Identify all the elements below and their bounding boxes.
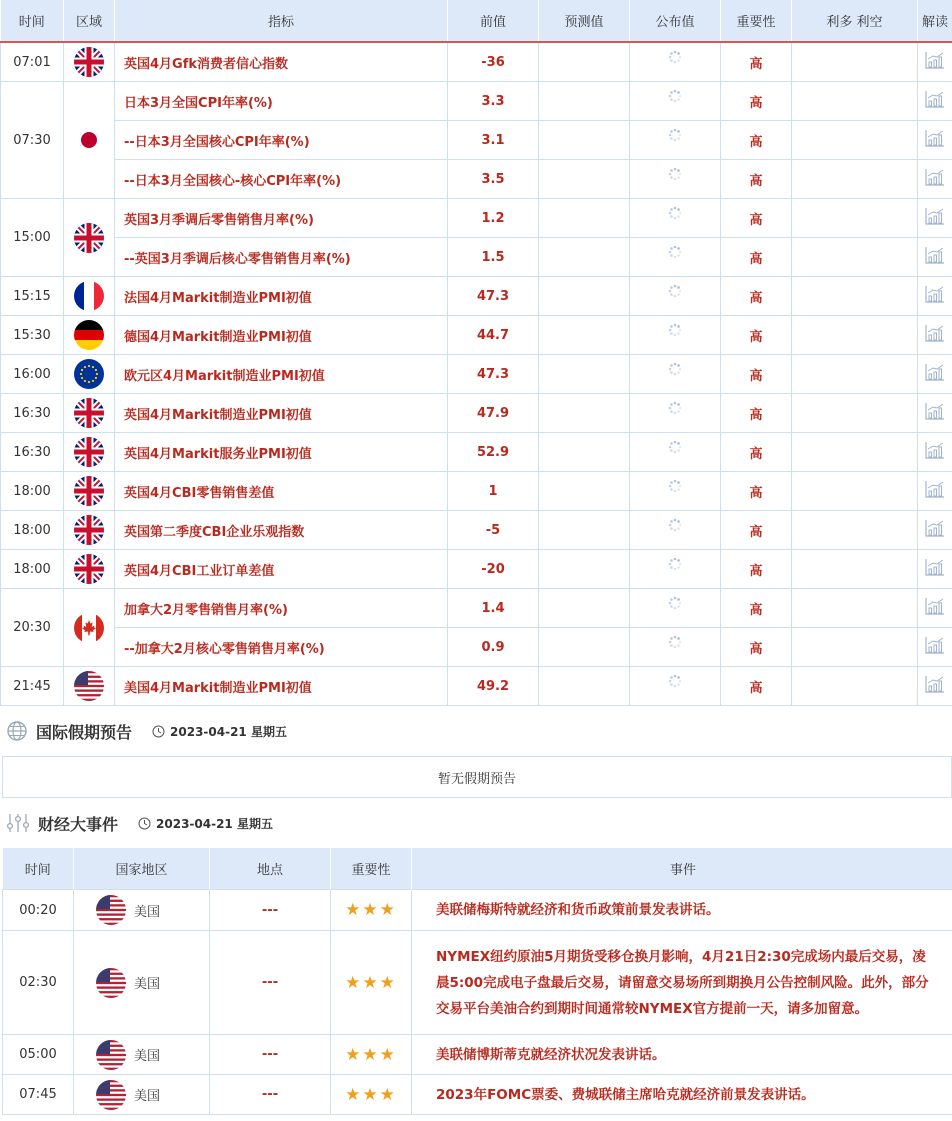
loading-spinner-icon (668, 245, 682, 259)
event-description: NYMEX纽约原油5月期货受移仓换月影响，4月21日2:30完成场内最后交易，凌晨5:00完成电子盘最后交易，请留意交易场所到期换月公告控制风险。此外，部分交易平台美油合约到期时间通常较NYMEX官方提前一天，请多加留意。 (412, 931, 952, 1035)
chart-analysis-icon[interactable] (925, 129, 945, 151)
eu-flag-icon (74, 359, 104, 389)
event-place: --- (210, 890, 331, 931)
previous-value: 52.9 (448, 433, 539, 472)
calendar-row (1, 628, 952, 667)
actual-value (630, 42, 721, 82)
previous-value: -36 (448, 42, 539, 82)
us-flag-icon (74, 671, 104, 701)
importance-stars-icon: ★★★ (331, 1035, 412, 1075)
importance-level: 高 (721, 199, 792, 238)
uk-flag-icon (74, 476, 104, 506)
analysis-cell (918, 550, 952, 589)
region-cell (64, 316, 115, 355)
forecast-value (539, 667, 630, 706)
event-time: 16:30 (1, 433, 64, 472)
importance-level: 高 (721, 82, 792, 121)
forecast-value (539, 472, 630, 511)
uk-flag-icon (74, 437, 104, 467)
actual-value (630, 472, 721, 511)
region-cell (64, 472, 115, 511)
uk-flag-icon (74, 515, 104, 545)
financial-events-table (2, 848, 952, 1115)
analysis-cell (918, 277, 952, 316)
bull-bear-cell (792, 121, 918, 160)
calendar-row (1, 42, 952, 82)
actual-value (630, 316, 721, 355)
previous-value: 47.3 (448, 355, 539, 394)
importance-level: 高 (721, 550, 792, 589)
uk-flag-icon (74, 223, 104, 253)
previous-value: 47.3 (448, 277, 539, 316)
country-name: 美国 (134, 904, 161, 920)
indicator-link[interactable]: 美国4月Markit制造业PMI初值 (115, 667, 448, 706)
bull-bear-cell (792, 199, 918, 238)
actual-value (630, 433, 721, 472)
bull-bear-cell (792, 511, 918, 550)
actual-value (630, 238, 721, 277)
loading-spinner-icon (668, 323, 682, 337)
de-flag-icon (74, 320, 104, 350)
event-place: --- (210, 1075, 331, 1115)
us-flag-icon (96, 1040, 126, 1070)
chart-analysis-icon[interactable] (925, 246, 945, 268)
event-row (3, 890, 952, 931)
holiday-title: 国际假期预告 (36, 722, 133, 742)
event-country (74, 931, 210, 1035)
us-flag-icon (96, 1080, 126, 1110)
analysis-cell (918, 589, 952, 628)
sliders-icon (6, 812, 30, 834)
event-time: 07:30 (1, 82, 64, 199)
bull-bear-cell (792, 628, 918, 667)
loading-spinner-icon (668, 596, 682, 610)
bull-bear-cell (792, 82, 918, 121)
calendar-row (1, 121, 952, 160)
importance-level: 高 (721, 394, 792, 433)
region-cell (64, 355, 115, 394)
indicator-link[interactable]: --加拿大2月核心零售销售月率(%) (115, 628, 448, 667)
calendar-row (1, 199, 952, 238)
event-row (3, 1075, 952, 1115)
calendar-row (1, 355, 952, 394)
bull-bear-cell (792, 667, 918, 706)
indicator-link[interactable]: 法国4月Markit制造业PMI初值 (115, 277, 448, 316)
event-time: 15:15 (1, 277, 64, 316)
previous-value: 1 (448, 472, 539, 511)
events-header-row (3, 848, 952, 890)
chart-analysis-icon[interactable] (925, 285, 945, 307)
previous-value: 3.3 (448, 82, 539, 121)
events-date-text: 2023-04-21 星期五 (156, 816, 273, 831)
importance-level: 高 (721, 667, 792, 706)
event-time: 07:45 (3, 1075, 74, 1115)
header-previous: 前值 (448, 0, 539, 42)
holiday-section-header (0, 706, 952, 756)
chart-analysis-icon[interactable] (925, 597, 945, 619)
indicator-link[interactable]: --日本3月全国核心CPI年率(%) (115, 121, 448, 160)
previous-value: 49.2 (448, 667, 539, 706)
forecast-value (539, 82, 630, 121)
chart-analysis-icon[interactable] (925, 207, 945, 229)
importance-level: 高 (721, 628, 792, 667)
event-description: 美联储梅斯特就经济和货币政策前景发表讲话。 (412, 890, 952, 931)
importance-level: 高 (721, 121, 792, 160)
chart-analysis-icon[interactable] (925, 480, 945, 502)
importance-level: 高 (721, 42, 792, 82)
calendar-header-row (1, 0, 952, 42)
holiday-date-text: 2023-04-21 星期五 (170, 724, 287, 739)
event-time: 16:30 (1, 394, 64, 433)
us-flag-icon (96, 968, 126, 998)
clock-icon (138, 817, 151, 830)
region-cell (64, 667, 115, 706)
header-indicator: 指标 (115, 0, 448, 42)
event-time: 00:20 (3, 890, 74, 931)
event-place: --- (210, 931, 331, 1035)
previous-value: 0.9 (448, 628, 539, 667)
fr-flag-icon (74, 281, 104, 311)
event-place: --- (210, 1035, 331, 1075)
bull-bear-cell (792, 589, 918, 628)
importance-level: 高 (721, 472, 792, 511)
actual-value (630, 667, 721, 706)
event-time: 18:00 (1, 472, 64, 511)
importance-level: 高 (721, 316, 792, 355)
event-time: 05:00 (3, 1035, 74, 1075)
forecast-value (539, 355, 630, 394)
indicator-link[interactable]: 英国4月CBI零售销售差值 (115, 472, 448, 511)
calendar-row (1, 433, 952, 472)
event-time: 20:30 (1, 589, 64, 667)
region-cell (64, 277, 115, 316)
header-region: 区域 (64, 0, 115, 42)
indicator-link[interactable]: --英国3月季调后核心零售销售月率(%) (115, 238, 448, 277)
calendar-row (1, 316, 952, 355)
region-cell (64, 82, 115, 199)
chart-analysis-icon[interactable] (925, 441, 945, 463)
ev-header-importance: 重要性 (331, 848, 412, 890)
previous-value: -20 (448, 550, 539, 589)
jp-flag-icon (74, 125, 104, 155)
uk-flag-icon (74, 47, 104, 77)
loading-spinner-icon (668, 167, 682, 181)
importance-level: 高 (721, 160, 792, 199)
loading-spinner-icon (668, 479, 682, 493)
actual-value (630, 511, 721, 550)
indicator-link[interactable]: 德国4月Markit制造业PMI初值 (115, 316, 448, 355)
event-row (3, 1035, 952, 1075)
ca-flag-icon (74, 613, 104, 643)
analysis-cell (918, 316, 952, 355)
indicator-link[interactable]: 日本3月全国CPI年率(%) (115, 82, 448, 121)
previous-value: 1.4 (448, 589, 539, 628)
bull-bear-cell (792, 160, 918, 199)
header-importance: 重要性 (721, 0, 792, 42)
loading-spinner-icon (668, 518, 682, 532)
chart-analysis-icon[interactable] (925, 402, 945, 424)
event-country (74, 890, 210, 931)
bull-bear-cell (792, 433, 918, 472)
region-cell (64, 511, 115, 550)
loading-spinner-icon (668, 401, 682, 415)
actual-value (630, 82, 721, 121)
analysis-cell (918, 472, 952, 511)
bull-bear-cell (792, 550, 918, 589)
actual-value (630, 550, 721, 589)
loading-spinner-icon (668, 635, 682, 649)
header-bull-bear: 利多 利空 (792, 0, 918, 42)
actual-value (630, 628, 721, 667)
previous-value: 44.7 (448, 316, 539, 355)
analysis-cell (918, 667, 952, 706)
importance-stars-icon: ★★★ (331, 931, 412, 1035)
ev-header-country: 国家地区 (74, 848, 210, 890)
region-cell (64, 589, 115, 667)
analysis-cell (918, 628, 952, 667)
previous-value: 1.2 (448, 199, 539, 238)
calendar-row (1, 667, 952, 706)
importance-stars-icon: ★★★ (331, 1075, 412, 1115)
importance-level: 高 (721, 277, 792, 316)
chart-analysis-icon[interactable] (925, 675, 945, 697)
uk-flag-icon (74, 554, 104, 584)
country-name: 美国 (134, 1089, 161, 1104)
previous-value: 3.5 (448, 160, 539, 199)
chart-analysis-icon[interactable] (925, 636, 945, 658)
forecast-value (539, 433, 630, 472)
actual-value (630, 355, 721, 394)
event-time: 15:00 (1, 199, 64, 277)
calendar-row (1, 160, 952, 199)
previous-value: -5 (448, 511, 539, 550)
forecast-value (539, 238, 630, 277)
header-analysis: 解读 (918, 0, 952, 42)
actual-value (630, 160, 721, 199)
ev-header-time: 时间 (3, 848, 74, 890)
calendar-row (1, 589, 952, 628)
calendar-row (1, 394, 952, 433)
indicator-link[interactable]: 英国4月Gfk消费者信心指数 (115, 42, 448, 82)
indicator-link[interactable]: 欧元区4月Markit制造业PMI初值 (115, 355, 448, 394)
forecast-value (539, 121, 630, 160)
actual-value (630, 121, 721, 160)
importance-level: 高 (721, 355, 792, 394)
calendar-row (1, 472, 952, 511)
header-actual: 公布值 (630, 0, 721, 42)
chart-analysis-icon[interactable] (925, 324, 945, 346)
event-time: 07:01 (1, 42, 64, 82)
region-cell (64, 42, 115, 82)
bull-bear-cell (792, 472, 918, 511)
importance-level: 高 (721, 589, 792, 628)
forecast-value (539, 42, 630, 82)
indicator-link[interactable]: 英国3月季调后零售销售月率(%) (115, 199, 448, 238)
calendar-row (1, 511, 952, 550)
indicator-link[interactable]: 英国第二季度CBI企业乐观指数 (115, 511, 448, 550)
bull-bear-cell (792, 42, 918, 82)
analysis-cell (918, 355, 952, 394)
previous-value: 3.1 (448, 121, 539, 160)
importance-level: 高 (721, 433, 792, 472)
holiday-date (152, 723, 287, 740)
event-description: 美联储博斯蒂克就经济状况发表讲话。 (412, 1035, 952, 1075)
region-cell (64, 433, 115, 472)
actual-value (630, 199, 721, 238)
analysis-cell (918, 42, 952, 82)
header-time: 时间 (1, 0, 64, 42)
analysis-cell (918, 238, 952, 277)
analysis-cell (918, 199, 952, 238)
event-time: 02:30 (3, 931, 74, 1035)
previous-value: 47.9 (448, 394, 539, 433)
event-time: 18:00 (1, 511, 64, 550)
forecast-value (539, 316, 630, 355)
country-name: 美国 (134, 977, 161, 992)
event-country (74, 1075, 210, 1115)
forecast-value (539, 277, 630, 316)
events-date (138, 815, 273, 832)
loading-spinner-icon (668, 284, 682, 298)
chart-analysis-icon[interactable] (925, 168, 945, 190)
calendar-row (1, 550, 952, 589)
importance-stars-icon: ★★★ (331, 890, 412, 931)
analysis-cell (918, 121, 952, 160)
bull-bear-cell (792, 394, 918, 433)
header-forecast: 预测值 (539, 0, 630, 42)
us-flag-icon (96, 895, 126, 925)
actual-value (630, 394, 721, 433)
loading-spinner-icon (668, 89, 682, 103)
clock-icon (152, 725, 165, 738)
previous-value: 1.5 (448, 238, 539, 277)
indicator-link[interactable]: 英国4月Markit制造业PMI初值 (115, 394, 448, 433)
importance-level: 高 (721, 238, 792, 277)
loading-spinner-icon (668, 50, 682, 64)
event-time: 15:30 (1, 316, 64, 355)
bull-bear-cell (792, 355, 918, 394)
events-section-header (0, 798, 952, 848)
ev-header-place: 地点 (210, 848, 331, 890)
bull-bear-cell (792, 277, 918, 316)
forecast-value (539, 628, 630, 667)
indicator-link[interactable]: 英国4月CBI工业订单差值 (115, 550, 448, 589)
loading-spinner-icon (668, 440, 682, 454)
calendar-row (1, 277, 952, 316)
region-cell (64, 394, 115, 433)
actual-value (630, 589, 721, 628)
chart-analysis-icon[interactable] (925, 363, 945, 385)
loading-spinner-icon (668, 557, 682, 571)
holiday-empty-text: 暂无假期预告 (437, 771, 516, 787)
event-time: 16:00 (1, 355, 64, 394)
loading-spinner-icon (668, 128, 682, 142)
analysis-cell (918, 82, 952, 121)
indicator-link[interactable]: --日本3月全国核心-核心CPI年率(%) (115, 160, 448, 199)
forecast-value (539, 394, 630, 433)
holiday-empty-box (2, 756, 952, 798)
analysis-cell (918, 511, 952, 550)
forecast-value (539, 589, 630, 628)
chart-analysis-icon[interactable] (925, 519, 945, 541)
loading-spinner-icon (668, 362, 682, 376)
actual-value (630, 277, 721, 316)
forecast-value (539, 550, 630, 589)
events-title: 财经大事件 (38, 814, 119, 834)
calendar-row (1, 82, 952, 121)
analysis-cell (918, 394, 952, 433)
event-description: 2023年FOMC票委、费城联储主席哈克就经济前景发表讲话。 (412, 1075, 952, 1115)
chart-analysis-icon[interactable] (925, 558, 945, 580)
forecast-value (539, 511, 630, 550)
event-row (3, 931, 952, 1035)
country-name: 美国 (134, 1049, 161, 1064)
analysis-cell (918, 433, 952, 472)
bull-bear-cell (792, 316, 918, 355)
region-cell (64, 199, 115, 277)
globe-icon (6, 720, 28, 742)
chart-analysis-icon[interactable] (925, 90, 945, 112)
event-time: 21:45 (1, 667, 64, 706)
uk-flag-icon (74, 398, 104, 428)
chart-analysis-icon[interactable] (925, 51, 945, 73)
region-cell (64, 550, 115, 589)
event-time: 18:00 (1, 550, 64, 589)
indicator-link[interactable]: 加拿大2月零售销售月率(%) (115, 589, 448, 628)
importance-level: 高 (721, 511, 792, 550)
indicator-link[interactable]: 英国4月Markit服务业PMI初值 (115, 433, 448, 472)
ev-header-event: 事件 (412, 848, 952, 890)
forecast-value (539, 199, 630, 238)
analysis-cell (918, 160, 952, 199)
event-country (74, 1035, 210, 1075)
forecast-value (539, 160, 630, 199)
loading-spinner-icon (668, 674, 682, 688)
calendar-row (1, 238, 952, 277)
loading-spinner-icon (668, 206, 682, 220)
bull-bear-cell (792, 238, 918, 277)
